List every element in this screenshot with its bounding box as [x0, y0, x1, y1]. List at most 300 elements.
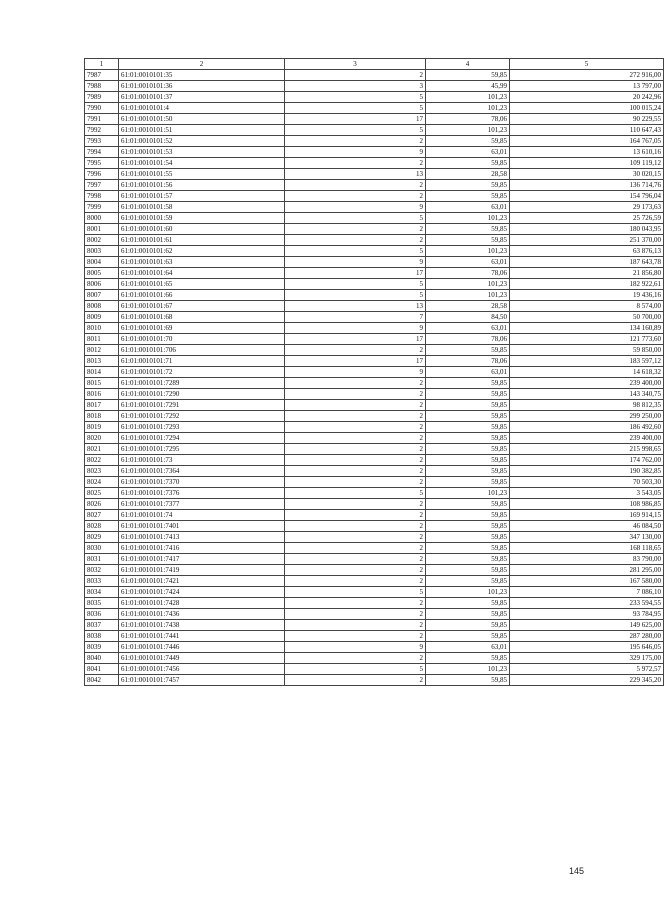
value-cell: 25 726,59 — [510, 213, 664, 224]
table-row — [85, 389, 664, 400]
table-row — [85, 521, 664, 532]
area-cell: 59,85 — [426, 466, 510, 477]
table-row — [85, 257, 664, 268]
cadastral-number-cell: 61:01:0010101:7446 — [119, 642, 285, 653]
value-cell: 195 646,05 — [510, 642, 664, 653]
count-cell: 2 — [285, 444, 426, 455]
cadastral-number-cell: 61:01:0010101:7370 — [119, 477, 285, 488]
value-cell: 169 914,15 — [510, 510, 664, 521]
table-row — [85, 367, 664, 378]
row-number-cell: 8042 — [85, 675, 119, 686]
value-cell: 121 773,60 — [510, 334, 664, 345]
area-cell: 78,06 — [426, 114, 510, 125]
cadastral-number-cell: 61:01:0010101:58 — [119, 202, 285, 213]
cadastral-number-cell: 61:01:0010101:61 — [119, 235, 285, 246]
cadastral-number-cell: 61:01:0010101:72 — [119, 367, 285, 378]
table-row — [85, 488, 664, 499]
row-number-cell: 8028 — [85, 521, 119, 532]
area-cell: 59,85 — [426, 224, 510, 235]
row-number-cell: 8032 — [85, 565, 119, 576]
count-cell: 2 — [285, 576, 426, 587]
count-cell: 2 — [285, 675, 426, 686]
table-row — [85, 169, 664, 180]
count-cell: 5 — [285, 246, 426, 257]
cadastral-number-cell: 61:01:0010101:7449 — [119, 653, 285, 664]
area-cell: 59,85 — [426, 598, 510, 609]
row-number-cell: 8007 — [85, 290, 119, 301]
area-cell: 28,58 — [426, 301, 510, 312]
count-cell: 13 — [285, 301, 426, 312]
table-row — [85, 620, 664, 631]
count-cell: 2 — [285, 224, 426, 235]
value-cell: 182 922,61 — [510, 279, 664, 290]
area-cell: 59,85 — [426, 345, 510, 356]
table-row — [85, 125, 664, 136]
row-number-cell: 7989 — [85, 92, 119, 103]
row-number-cell: 7991 — [85, 114, 119, 125]
row-number-cell: 8025 — [85, 488, 119, 499]
value-cell: 7 086,10 — [510, 587, 664, 598]
count-cell: 2 — [285, 411, 426, 422]
cadastral-number-cell: 61:01:0010101:7424 — [119, 587, 285, 598]
row-number-cell: 7995 — [85, 158, 119, 169]
row-number-cell: 8030 — [85, 543, 119, 554]
row-number-cell: 8038 — [85, 631, 119, 642]
row-number-cell: 8023 — [85, 466, 119, 477]
table-row — [85, 444, 664, 455]
row-number-cell: 8022 — [85, 455, 119, 466]
count-cell: 2 — [285, 598, 426, 609]
table-row — [85, 279, 664, 290]
value-cell: 46 084,50 — [510, 521, 664, 532]
table-row — [85, 268, 664, 279]
cadastral-number-cell: 61:01:0010101:69 — [119, 323, 285, 334]
cadastral-number-cell: 61:01:0010101:7376 — [119, 488, 285, 499]
cadastral-number-cell: 61:01:0010101:62 — [119, 246, 285, 257]
cadastral-number-cell: 61:01:0010101:50 — [119, 114, 285, 125]
table-row — [85, 345, 664, 356]
row-number-cell: 8000 — [85, 213, 119, 224]
value-cell: 13 610,16 — [510, 147, 664, 158]
cadastral-number-cell: 61:01:0010101:65 — [119, 279, 285, 290]
count-cell: 2 — [285, 466, 426, 477]
count-cell: 9 — [285, 367, 426, 378]
table-row — [85, 400, 664, 411]
count-cell: 2 — [285, 510, 426, 521]
area-cell: 59,85 — [426, 378, 510, 389]
count-cell: 2 — [285, 565, 426, 576]
row-number-cell: 8020 — [85, 433, 119, 444]
value-cell: 136 714,76 — [510, 180, 664, 191]
area-cell: 63,01 — [426, 202, 510, 213]
cadastral-number-cell: 61:01:0010101:60 — [119, 224, 285, 235]
table-row — [85, 180, 664, 191]
area-cell: 59,85 — [426, 521, 510, 532]
table-row — [85, 675, 664, 686]
count-cell: 9 — [285, 147, 426, 158]
table-row — [85, 92, 664, 103]
area-cell: 59,85 — [426, 576, 510, 587]
table-row — [85, 191, 664, 202]
row-number-cell: 7994 — [85, 147, 119, 158]
table-row — [85, 477, 664, 488]
column-header-4: 4 — [426, 59, 510, 70]
value-cell: 186 492,60 — [510, 422, 664, 433]
cadastral-number-cell: 61:01:0010101:706 — [119, 345, 285, 356]
count-cell: 2 — [285, 70, 426, 81]
row-number-cell: 8034 — [85, 587, 119, 598]
row-number-cell: 8031 — [85, 554, 119, 565]
count-cell: 5 — [285, 213, 426, 224]
row-number-cell: 8012 — [85, 345, 119, 356]
cadastral-number-cell: 61:01:0010101:57 — [119, 191, 285, 202]
area-cell: 45,99 — [426, 81, 510, 92]
cadastral-number-cell: 61:01:0010101:7289 — [119, 378, 285, 389]
value-cell: 183 597,12 — [510, 356, 664, 367]
cadastral-number-cell: 61:01:0010101:7419 — [119, 565, 285, 576]
table-row — [85, 213, 664, 224]
table-row — [85, 642, 664, 653]
row-number-cell: 8002 — [85, 235, 119, 246]
value-cell: 100 015,24 — [510, 103, 664, 114]
value-cell: 21 856,80 — [510, 268, 664, 279]
area-cell: 63,01 — [426, 147, 510, 158]
count-cell: 3 — [285, 81, 426, 92]
area-cell: 59,85 — [426, 675, 510, 686]
count-cell: 2 — [285, 653, 426, 664]
value-cell: 329 175,00 — [510, 653, 664, 664]
row-number-cell: 8016 — [85, 389, 119, 400]
column-header-2: 2 — [119, 59, 285, 70]
cadastral-number-cell: 61:01:0010101:55 — [119, 169, 285, 180]
area-cell: 59,85 — [426, 609, 510, 620]
row-number-cell: 8019 — [85, 422, 119, 433]
value-cell: 134 160,89 — [510, 323, 664, 334]
count-cell: 5 — [285, 488, 426, 499]
cadastral-number-cell: 61:01:0010101:7441 — [119, 631, 285, 642]
area-cell: 59,85 — [426, 554, 510, 565]
cadastral-number-cell: 61:01:0010101:35 — [119, 70, 285, 81]
table-row — [85, 653, 664, 664]
cadastral-number-cell: 61:01:0010101:51 — [119, 125, 285, 136]
row-number-cell: 7997 — [85, 180, 119, 191]
count-cell: 2 — [285, 378, 426, 389]
row-number-cell: 8008 — [85, 301, 119, 312]
value-cell: 251 370,00 — [510, 235, 664, 246]
cadastral-number-cell: 61:01:0010101:53 — [119, 147, 285, 158]
value-cell: 70 503,30 — [510, 477, 664, 488]
count-cell: 9 — [285, 642, 426, 653]
table-row — [85, 136, 664, 147]
cadastral-number-cell: 61:01:0010101:71 — [119, 356, 285, 367]
area-cell: 28,58 — [426, 169, 510, 180]
count-cell: 2 — [285, 477, 426, 488]
cadastral-number-cell: 61:01:0010101:7291 — [119, 400, 285, 411]
cadastral-number-cell: 61:01:0010101:7457 — [119, 675, 285, 686]
row-number-cell: 8015 — [85, 378, 119, 389]
table-row — [85, 103, 664, 114]
count-cell: 17 — [285, 356, 426, 367]
area-cell: 59,85 — [426, 191, 510, 202]
row-number-cell: 8018 — [85, 411, 119, 422]
value-cell: 98 812,35 — [510, 400, 664, 411]
cadastral-number-cell: 61:01:0010101:70 — [119, 334, 285, 345]
count-cell: 2 — [285, 521, 426, 532]
area-cell: 59,85 — [426, 70, 510, 81]
table-row — [85, 114, 664, 125]
value-cell: 281 295,00 — [510, 565, 664, 576]
row-number-cell: 8039 — [85, 642, 119, 653]
header-row — [85, 59, 664, 70]
area-cell: 78,06 — [426, 334, 510, 345]
value-cell: 287 280,00 — [510, 631, 664, 642]
count-cell: 2 — [285, 433, 426, 444]
value-cell: 239 400,00 — [510, 378, 664, 389]
table-row — [85, 224, 664, 235]
table-row — [85, 378, 664, 389]
area-cell: 59,85 — [426, 389, 510, 400]
area-cell: 59,85 — [426, 235, 510, 246]
area-cell: 59,85 — [426, 400, 510, 411]
row-number-cell: 8006 — [85, 279, 119, 290]
cadastral-number-cell: 61:01:0010101:7290 — [119, 389, 285, 400]
cadastral-number-cell: 61:01:0010101:64 — [119, 268, 285, 279]
area-cell: 101,23 — [426, 279, 510, 290]
value-cell: 143 340,75 — [510, 389, 664, 400]
table-row — [85, 609, 664, 620]
value-cell: 14 618,32 — [510, 367, 664, 378]
cadastral-number-cell: 61:01:0010101:7413 — [119, 532, 285, 543]
value-cell: 347 130,00 — [510, 532, 664, 543]
value-cell: 63 876,13 — [510, 246, 664, 257]
table-row — [85, 158, 664, 169]
table-row — [85, 554, 664, 565]
row-number-cell: 7998 — [85, 191, 119, 202]
count-cell: 5 — [285, 290, 426, 301]
count-cell: 2 — [285, 499, 426, 510]
value-cell: 8 574,00 — [510, 301, 664, 312]
area-cell: 59,85 — [426, 499, 510, 510]
count-cell: 17 — [285, 334, 426, 345]
cadastral-number-cell: 61:01:0010101:56 — [119, 180, 285, 191]
page-number: 145 — [568, 866, 584, 876]
cadastral-number-cell: 61:01:0010101:7292 — [119, 411, 285, 422]
area-cell: 59,85 — [426, 433, 510, 444]
value-cell: 108 986,85 — [510, 499, 664, 510]
area-cell: 59,85 — [426, 411, 510, 422]
count-cell: 17 — [285, 268, 426, 279]
table-row — [85, 411, 664, 422]
table-row — [85, 290, 664, 301]
count-cell: 2 — [285, 554, 426, 565]
row-number-cell: 8024 — [85, 477, 119, 488]
cadastral-number-cell: 61:01:0010101:37 — [119, 92, 285, 103]
count-cell: 2 — [285, 158, 426, 169]
table-body — [85, 70, 664, 686]
cadastral-number-cell: 61:01:0010101:7417 — [119, 554, 285, 565]
area-cell: 59,85 — [426, 620, 510, 631]
value-cell: 50 700,00 — [510, 312, 664, 323]
count-cell: 2 — [285, 631, 426, 642]
count-cell: 7 — [285, 312, 426, 323]
count-cell: 2 — [285, 455, 426, 466]
count-cell: 2 — [285, 191, 426, 202]
count-cell: 5 — [285, 587, 426, 598]
table-row — [85, 598, 664, 609]
table-row — [85, 356, 664, 367]
row-number-cell: 8003 — [85, 246, 119, 257]
cadastral-number-cell: 61:01:0010101:7294 — [119, 433, 285, 444]
count-cell: 5 — [285, 279, 426, 290]
row-number-cell: 8021 — [85, 444, 119, 455]
row-number-cell: 7993 — [85, 136, 119, 147]
table-row — [85, 466, 664, 477]
row-number-cell: 8017 — [85, 400, 119, 411]
table-row — [85, 433, 664, 444]
area-cell: 63,01 — [426, 257, 510, 268]
area-cell: 78,06 — [426, 268, 510, 279]
value-cell: 167 580,00 — [510, 576, 664, 587]
count-cell: 2 — [285, 543, 426, 554]
value-cell: 272 916,00 — [510, 70, 664, 81]
cadastral-number-cell: 61:01:0010101:67 — [119, 301, 285, 312]
row-number-cell: 8011 — [85, 334, 119, 345]
value-cell: 29 173,63 — [510, 202, 664, 213]
area-cell: 59,85 — [426, 532, 510, 543]
row-number-cell: 8029 — [85, 532, 119, 543]
table-row — [85, 532, 664, 543]
cadastral-number-cell: 61:01:0010101:74 — [119, 510, 285, 521]
area-cell: 101,23 — [426, 92, 510, 103]
area-cell: 101,23 — [426, 587, 510, 598]
value-cell: 187 643,78 — [510, 257, 664, 268]
count-cell: 2 — [285, 620, 426, 631]
value-cell: 190 382,85 — [510, 466, 664, 477]
count-cell: 2 — [285, 389, 426, 400]
cadastral-number-cell: 61:01:0010101:68 — [119, 312, 285, 323]
table-row — [85, 543, 664, 554]
row-number-cell: 8010 — [85, 323, 119, 334]
table-row — [85, 455, 664, 466]
table-row — [85, 301, 664, 312]
table-row — [85, 664, 664, 675]
table-row — [85, 334, 664, 345]
value-cell: 13 797,00 — [510, 81, 664, 92]
row-number-cell: 7992 — [85, 125, 119, 136]
area-cell: 59,85 — [426, 422, 510, 433]
area-cell: 59,85 — [426, 565, 510, 576]
row-number-cell: 7987 — [85, 70, 119, 81]
area-cell: 63,01 — [426, 323, 510, 334]
cadastral-number-cell: 61:01:0010101:63 — [119, 257, 285, 268]
table-row — [85, 422, 664, 433]
table-row — [85, 323, 664, 334]
value-cell: 215 998,65 — [510, 444, 664, 455]
count-cell: 5 — [285, 125, 426, 136]
data-table — [84, 58, 664, 686]
row-number-cell: 8009 — [85, 312, 119, 323]
count-cell: 13 — [285, 169, 426, 180]
count-cell: 2 — [285, 609, 426, 620]
column-header-1: 1 — [85, 59, 119, 70]
row-number-cell: 7996 — [85, 169, 119, 180]
row-number-cell: 7999 — [85, 202, 119, 213]
area-cell: 59,85 — [426, 180, 510, 191]
count-cell: 5 — [285, 92, 426, 103]
count-cell: 9 — [285, 323, 426, 334]
count-cell: 5 — [285, 103, 426, 114]
value-cell: 20 242,96 — [510, 92, 664, 103]
table-row — [85, 565, 664, 576]
cadastral-number-cell: 61:01:0010101:7293 — [119, 422, 285, 433]
row-number-cell: 8035 — [85, 598, 119, 609]
value-cell: 174 762,00 — [510, 455, 664, 466]
table-row — [85, 81, 664, 92]
row-number-cell: 8004 — [85, 257, 119, 268]
table-row — [85, 631, 664, 642]
value-cell: 154 796,04 — [510, 191, 664, 202]
area-cell: 59,85 — [426, 543, 510, 554]
column-header-3: 3 — [285, 59, 426, 70]
count-cell: 2 — [285, 532, 426, 543]
cadastral-number-cell: 61:01:0010101:7436 — [119, 609, 285, 620]
count-cell: 9 — [285, 257, 426, 268]
row-number-cell: 8001 — [85, 224, 119, 235]
row-number-cell: 8036 — [85, 609, 119, 620]
row-number-cell: 8037 — [85, 620, 119, 631]
column-header-5: 5 — [510, 59, 664, 70]
table-row — [85, 312, 664, 323]
area-cell: 59,85 — [426, 510, 510, 521]
count-cell: 2 — [285, 235, 426, 246]
cadastral-number-cell: 61:01:0010101:7428 — [119, 598, 285, 609]
value-cell: 5 972,57 — [510, 664, 664, 675]
area-cell: 63,01 — [426, 642, 510, 653]
row-number-cell: 7988 — [85, 81, 119, 92]
table-row — [85, 246, 664, 257]
value-cell: 19 436,16 — [510, 290, 664, 301]
count-cell: 9 — [285, 202, 426, 213]
count-cell: 2 — [285, 345, 426, 356]
table-row — [85, 235, 664, 246]
value-cell: 164 767,05 — [510, 136, 664, 147]
table-row — [85, 499, 664, 510]
value-cell: 93 784,95 — [510, 609, 664, 620]
row-number-cell: 8027 — [85, 510, 119, 521]
table-row — [85, 587, 664, 598]
value-cell: 168 118,65 — [510, 543, 664, 554]
area-cell: 101,23 — [426, 290, 510, 301]
area-cell: 101,23 — [426, 213, 510, 224]
cadastral-number-cell: 61:01:0010101:52 — [119, 136, 285, 147]
row-number-cell: 8026 — [85, 499, 119, 510]
cadastral-number-cell: 61:01:0010101:7377 — [119, 499, 285, 510]
row-number-cell: 7990 — [85, 103, 119, 114]
area-cell: 59,85 — [426, 444, 510, 455]
value-cell: 229 345,20 — [510, 675, 664, 686]
area-cell: 59,85 — [426, 477, 510, 488]
table-row — [85, 510, 664, 521]
cadastral-number-cell: 61:01:0010101:7364 — [119, 466, 285, 477]
count-cell: 17 — [285, 114, 426, 125]
cadastral-number-cell: 61:01:0010101:7401 — [119, 521, 285, 532]
value-cell: 30 020,15 — [510, 169, 664, 180]
count-cell: 2 — [285, 136, 426, 147]
row-number-cell: 8014 — [85, 367, 119, 378]
area-cell: 59,85 — [426, 653, 510, 664]
value-cell: 180 043,95 — [510, 224, 664, 235]
row-number-cell: 8040 — [85, 653, 119, 664]
